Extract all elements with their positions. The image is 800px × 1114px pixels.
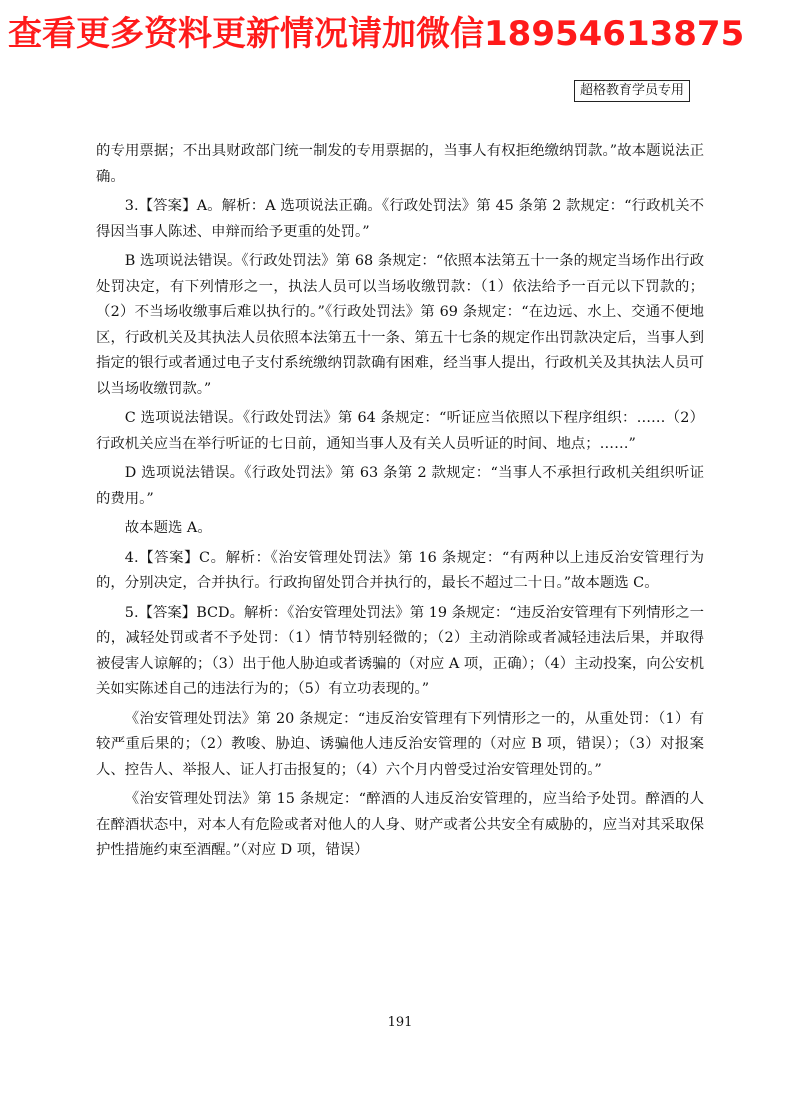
paragraph-answer-4: 4.【答案】C。解析：《治安管理处罚法》第 16 条规定：“有两种以上违反治安管理行为的，分别决定，合并执行。行政拘留处罚合并执行的，最长不超过二十日。”故本题选 C。 xyxy=(96,549,704,591)
paragraph-answer-3: 3.【答案】A。解析：A 选项说法正确。《行政处罚法》第 45 条第 2 款规定：“行政机关不得因当事人陈述、申辩而给予更重的处罚。” xyxy=(96,198,704,240)
paragraph-continuation: 的专用票据；不出具财政部门统一制发的专用票据的，当事人有权拒绝缴纳罚款。”故本题说法正确。 xyxy=(96,143,704,185)
paragraph-option-d: D 选项说法错误。《行政处罚法》第 63 条第 2 款规定：“当事人不承担行政机关组织听证的费用。” xyxy=(96,465,704,507)
paragraph-option-b: B 选项说法错误。《行政处罚法》第 68 条规定：“依照本法第五十一条的规定当场作出行政处罚决定，有下列情形之一，执法人员可以当场收缴罚款：（1）依法给予一百元以下罚款的；（2）不当场收缴事后难以执行的。”《行政处罚法》第 69 条规定：“在边远、水上、交通不便地区，行政机关及其执法人员依照本法第五十一条、第五十七条的规定作出罚款决定后，当事人到指定的银行或者通过电子支付系统缴纳罚款确有困难，经当事人提出，行政机关及其执法人员可以当场收缴罚款。” xyxy=(96,253,704,397)
document-body xyxy=(96,139,704,868)
paragraph-answer-5: 5.【答案】BCD。解析：《治安管理处罚法》第 19 条规定：“违反治安管理有下列情形之一的，减轻处罚或者不予处罚：（1）情节特别轻微的；（2）主动消除或者减轻违法后果，并取得被侵害人谅解的；（3）出于他人胁迫或者诱骗的（对应 A 项，正确）；（4）主动投案，向公安机关如实陈述自己的违法行为的；（5）有立功表现的。” xyxy=(96,604,704,697)
page-number: 191 xyxy=(387,1015,413,1030)
student-only-stamp: 超格教育学员专用 xyxy=(574,80,690,102)
paragraph-conclusion: 故本题选 A。 xyxy=(124,520,212,536)
paragraph-article-20: 《治安管理处罚法》第 20 条规定：“违反治安管理有下列情形之一的，从重处罚：（1）有较严重后果的；（2）教唆、胁迫、诱骗他人违反治安管理的（对应 B 项，错误）；（3）对报案人、控告人、举报人、证人打击报复的；（4）六个月内曾受过治安管理处罚的。” xyxy=(96,710,704,778)
watermark-banner: 查看更多资料更新情况请加微信18954613875 xyxy=(8,14,745,54)
paragraph-article-15: 《治安管理处罚法》第 15 条规定：“醉酒的人违反治安管理的，应当给予处罚。醉酒的人在醉酒状态中，对本人有危险或者对他人的人身、财产或者公共安全有威胁的，应当对其采取保护性措施约束至酒醒。”（对应 D 项，错误） xyxy=(96,791,704,858)
paragraph-option-c: C 选项说法错误。《行政处罚法》第 64 条规定：“听证应当依照以下程序组织：……（2）行政机关应当在举行听证的七日前，通知当事人及有关人员听证的时间、地点；……” xyxy=(96,410,704,452)
